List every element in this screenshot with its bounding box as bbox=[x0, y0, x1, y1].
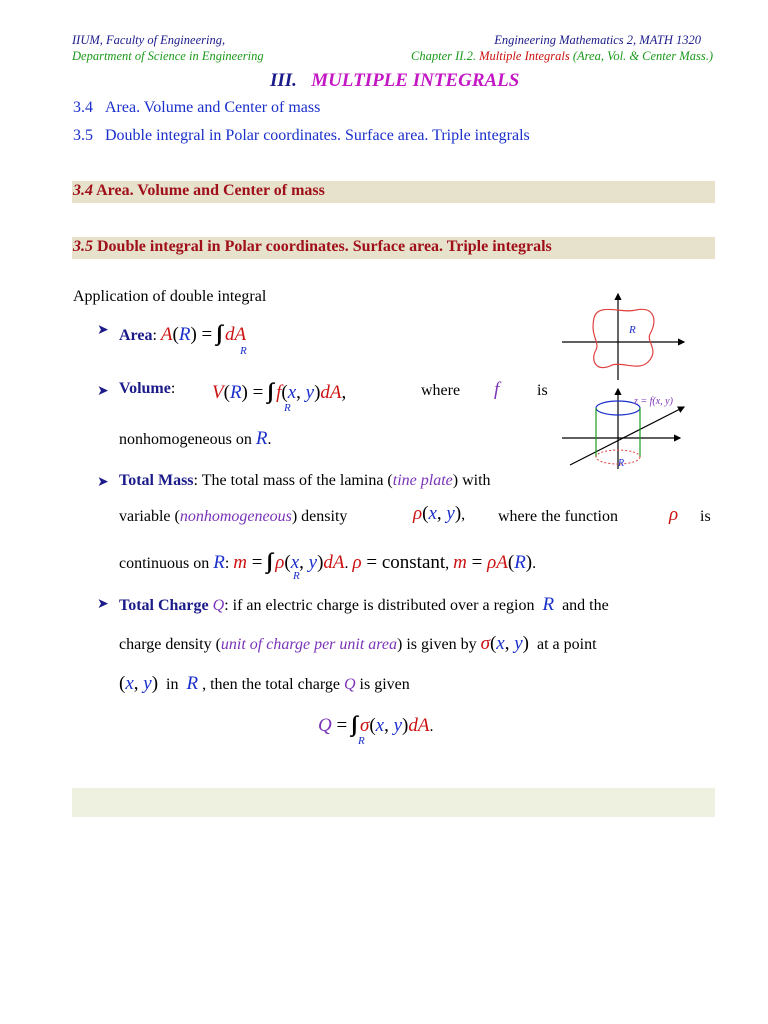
area-item: Area: A(R) = dA bbox=[119, 324, 247, 345]
volume-formula: V(R) = f(x, y)dA, bbox=[212, 382, 347, 403]
intro-text: Application of double integral bbox=[73, 288, 267, 305]
volume-is: is bbox=[537, 382, 548, 399]
volume-figure bbox=[560, 385, 705, 470]
volume-where: where bbox=[421, 382, 461, 399]
header-left-line2: Department of Science in Engineering bbox=[72, 49, 264, 63]
mass-line2-a: variable (nonhomogeneous) density bbox=[119, 508, 348, 525]
volume-item: Volume: bbox=[119, 380, 176, 397]
surface-label: z = f(x, y) bbox=[634, 396, 673, 407]
toc-item-3-5[interactable]: 3.5 Double integral in Polar coordinates. Surface area. Triple integrals bbox=[73, 127, 530, 144]
region-figure bbox=[560, 290, 690, 382]
volume-line2: nonhomogeneous on R. bbox=[119, 428, 272, 449]
bullet-arrow-icon: ➤ bbox=[97, 597, 109, 612]
f-symbol: f bbox=[494, 379, 500, 400]
section-heading-3-5: 3.5 Double integral in Polar coordinates. Surface area. Triple integrals bbox=[72, 237, 715, 259]
bullet-arrow-icon: ➤ bbox=[97, 323, 109, 338]
bullet-arrow-icon: ➤ bbox=[97, 475, 109, 490]
page-title: III. MULTIPLE INTEGRALS bbox=[270, 70, 520, 91]
header-right-line2: Chapter II.2. Multiple Integrals (Area, Vol. & Center Mass.) bbox=[411, 49, 713, 63]
density-formula: ρ(x, y), bbox=[413, 503, 466, 524]
charge-line3: (x, y) in R , then the total charge Q is given bbox=[119, 673, 410, 694]
rho-symbol: ρ bbox=[669, 504, 679, 525]
charge-line2: charge density (unit of charge per unit area) is given by σ(x, y) at a point bbox=[119, 633, 597, 654]
mass-line1: Total Mass: The total mass of the lamina (tine plate) with bbox=[119, 472, 491, 489]
section-heading-3-4: 3.4 Area. Volume and Center of mass bbox=[72, 181, 715, 203]
empty-band bbox=[72, 788, 715, 817]
mass-line2-d: is bbox=[700, 508, 711, 525]
region-label: R bbox=[629, 324, 636, 336]
bullet-arrow-icon: ➤ bbox=[97, 384, 109, 399]
volume-region-label: R bbox=[618, 458, 625, 469]
mass-line2-c: where the function bbox=[498, 508, 618, 525]
charge-line1: Total Charge Q: if an electric charge is distributed over a region R and the bbox=[119, 594, 609, 615]
header-left-line1: IIUM, Faculty of Engineering, bbox=[72, 33, 226, 47]
header-right-line1: Engineering Mathematics 2, MATH 1320 bbox=[494, 33, 701, 47]
charge-formula: Q = σ(x, y)dA. bbox=[318, 715, 434, 736]
mass-line3: continuous on R: m = ρ(x, y)dA. ρ = constant, m = ρA(R). bbox=[119, 552, 537, 573]
toc-item-3-4[interactable]: 3.4 Area. Volume and Center of mass bbox=[73, 99, 321, 116]
